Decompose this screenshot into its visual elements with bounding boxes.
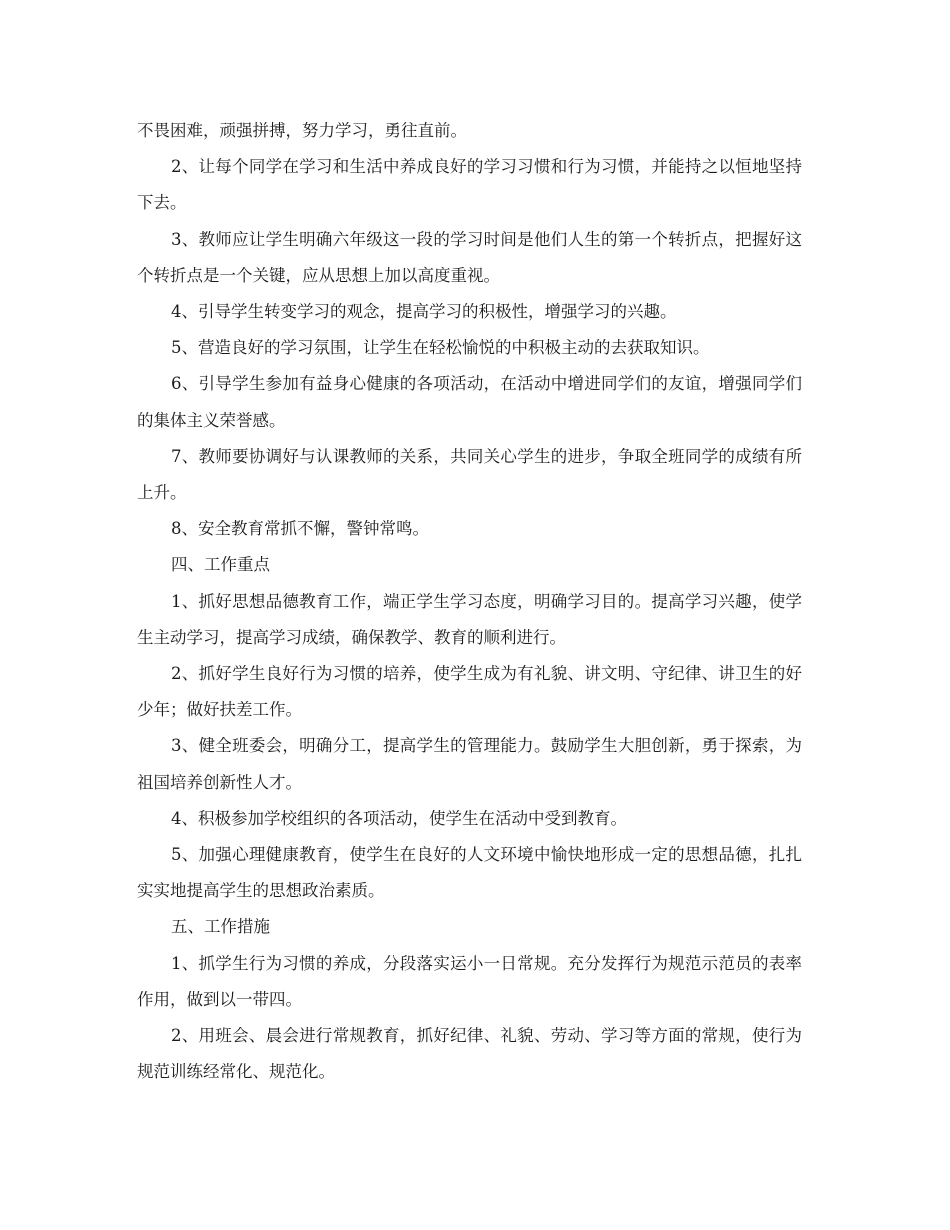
- document-body: [137, 113, 802, 1090]
- focus-item-2: 2、抓好学生良好行为习惯的培养，使学生成为有礼貌、讲文明、守纪律、讲卫生的好少年；做好扶差工作。: [137, 664, 802, 720]
- paragraph-item-7: 7、教师要协调好与认课教师的关系，共同关心学生的进步，争取全班同学的成绩有所上升。: [137, 446, 802, 503]
- paragraph-item-5: 5、营造良好的学习氛围，让学生在轻松愉悦的中积极主动的去获取知识。: [171, 338, 710, 358]
- focus-item-3: 3、健全班委会，明确分工，提高学生的管理能力。鼓励学生大胆创新，勇于探索，为祖国培养创新性人才。: [137, 736, 802, 792]
- section-heading-work-measures: 五、工作措施: [171, 917, 270, 937]
- focus-item-1: 1、抓好思想品德教育工作，端正学生学习态度，明确学习目的。提高学习兴趣，使学生主动学习，提高学习成绩，确保教学、教育的顺利进行。: [137, 591, 802, 647]
- paragraph-item-6: 6、引导学生参加有益身心健康的各项活动，在活动中增进同学们的友谊，增强同学们的集体主义荣誉感。: [137, 374, 802, 430]
- paragraph-continuation: 不畏困难，顽强拼搏，努力学习，勇往直前。: [137, 121, 467, 140]
- measure-item-2: 2、用班会、晨会进行常规教育，抓好纪律、礼貌、劳动、学习等方面的常规，使行为规范训练经常化、规范化。: [137, 1026, 802, 1082]
- paragraph-item-2: 2、让每个同学在学习和生活中养成良好的学习习惯和行为习惯，并能持之以恒地坚持下去。: [137, 157, 802, 213]
- paragraph-item-8: 8、安全教育常抓不懈，警钟常鸣。: [171, 519, 429, 539]
- paragraph-item-4: 4、引导学生转变学习的观念，提高学习的积极性，增强学习的兴趣。: [171, 302, 677, 322]
- focus-item-5: 5、加强心理健康教育，使学生在良好的人文环境中愉快地形成一定的思想品德，扎扎实实地提高学生的思想政治素质。: [137, 845, 802, 901]
- focus-item-4: 4、积极参加学校组织的各项活动，使学生在活动中受到教育。: [171, 808, 627, 828]
- measure-item-1: 1、抓学生行为习惯的养成，分段落实运小一日常规。充分发挥行为规范示范员的表率作用，做到以一带四。: [137, 953, 802, 1009]
- section-heading-work-focus: 四、工作重点: [171, 555, 270, 575]
- paragraph-item-3: 3、教师应让学生明确六年级这一段的学习时间是他们人生的第一个转折点，把握好这个转折点是一个关键，应从思想上加以高度重视。: [137, 229, 802, 285]
